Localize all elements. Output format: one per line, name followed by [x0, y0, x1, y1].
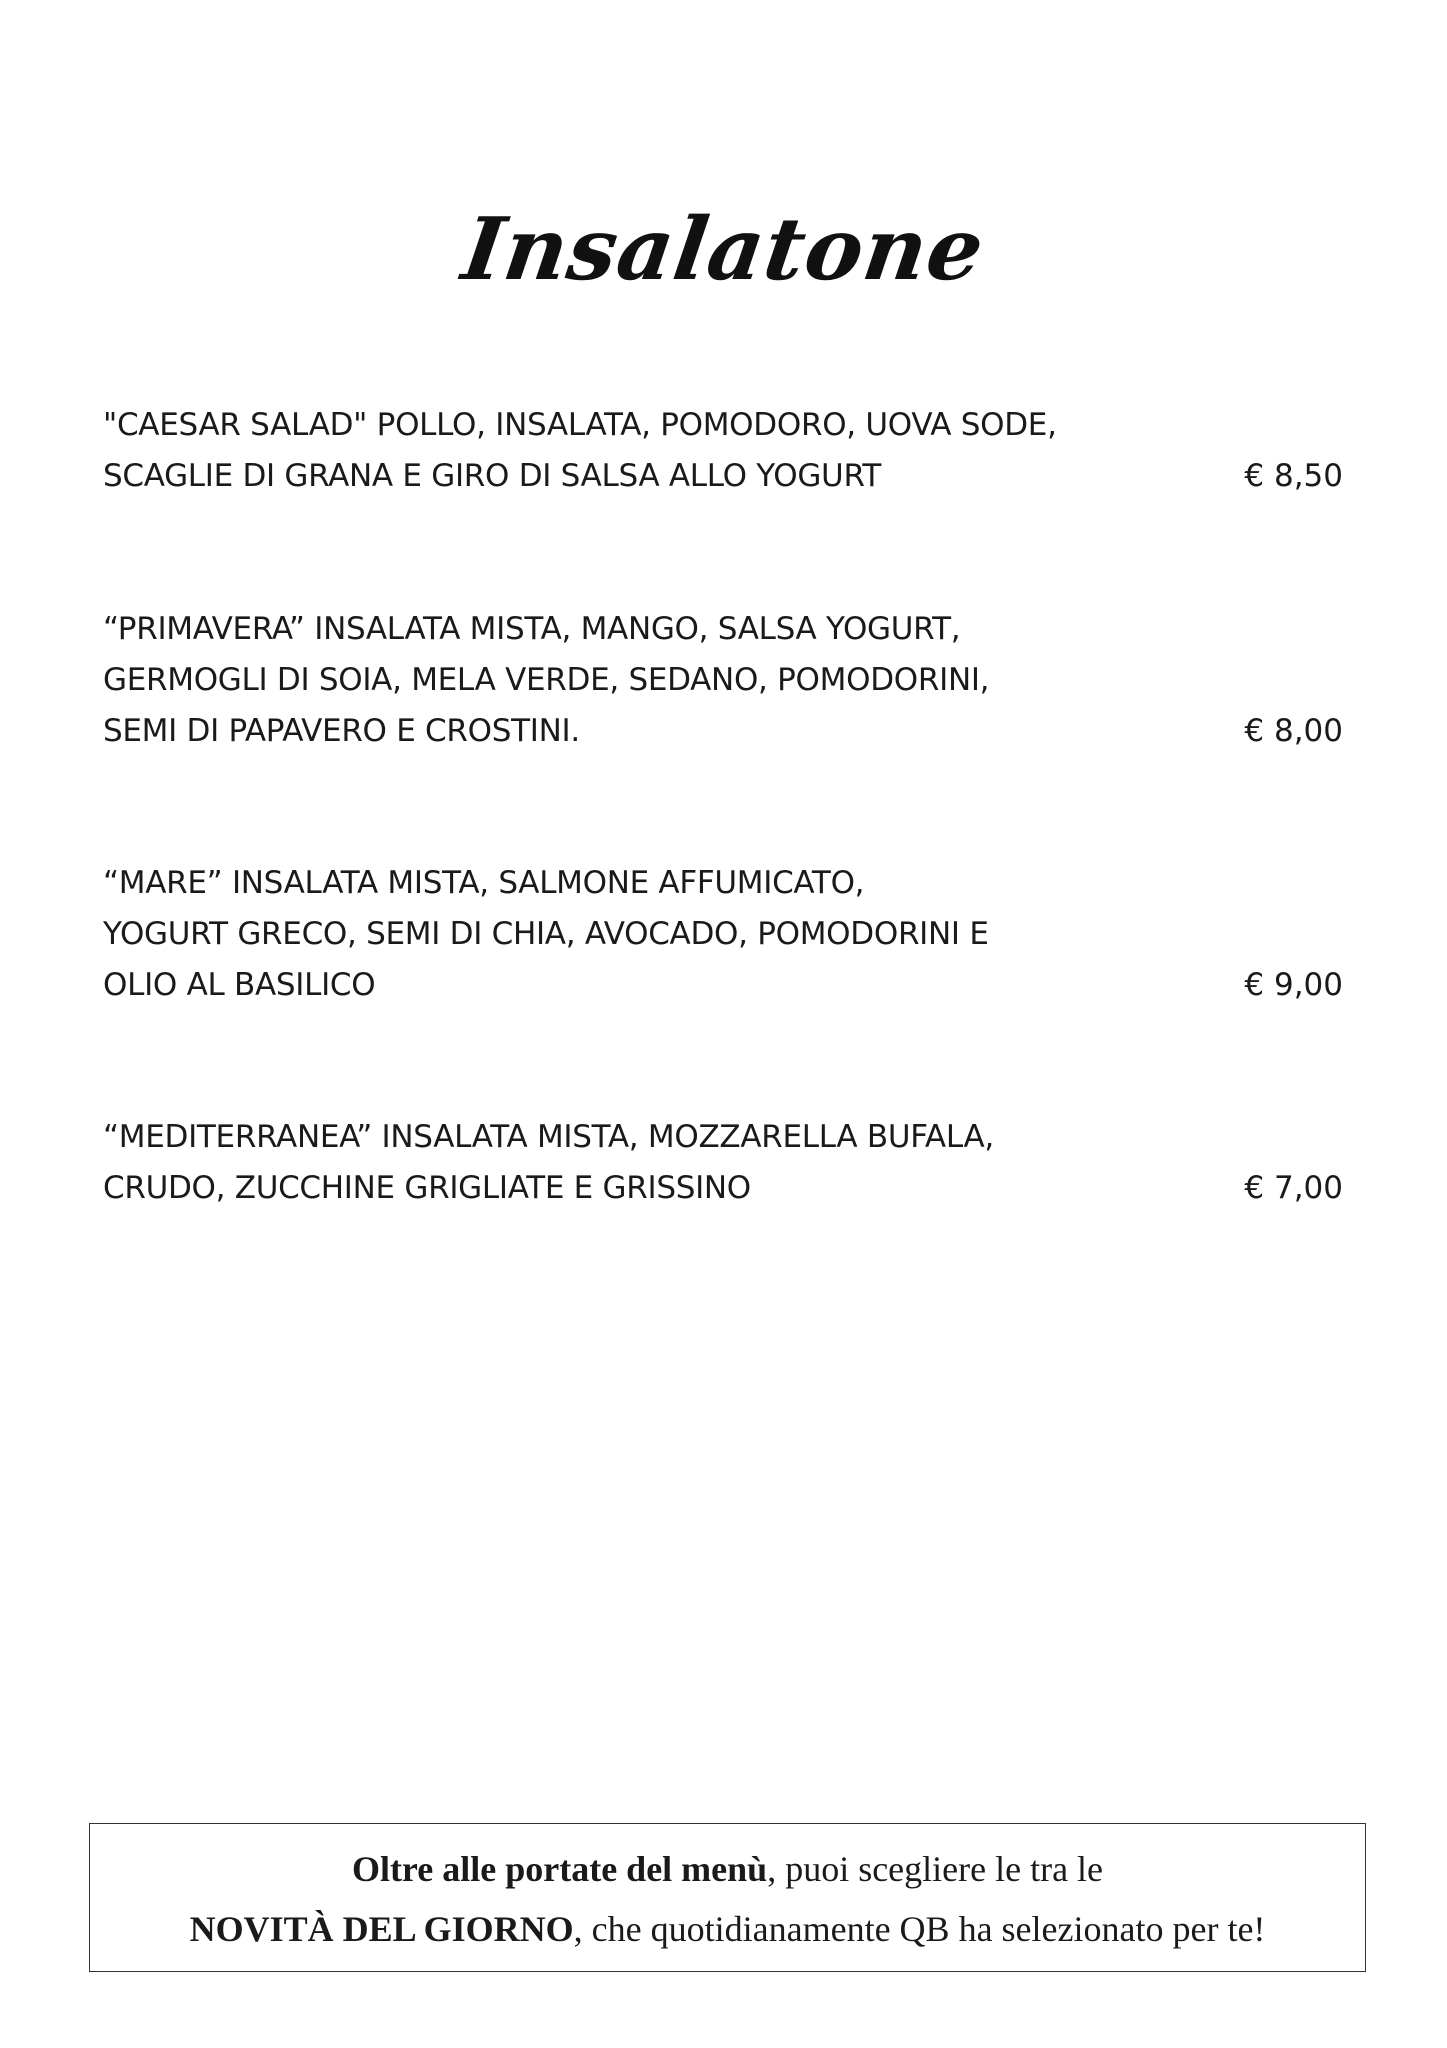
item-description-line: “MARE” INSALATA MISTA, SALMONE AFFUMICATO,: [103, 865, 865, 901]
daily-specials-note: [89, 1823, 1366, 1972]
item-price: € 7,00: [1244, 1170, 1343, 1206]
item-price: € 9,00: [1244, 967, 1343, 1003]
item-description-line: YOGURT GRECO, SEMI DI CHIA, AVOCADO, POMODORINI E: [103, 916, 989, 952]
item-price: € 8,50: [1244, 458, 1343, 494]
item-description-line: GERMOGLI DI SOIA, MELA VERDE, SEDANO, POMODORINI,: [103, 662, 990, 698]
menu-item-mediterranea: [103, 1112, 1343, 1214]
item-description: [103, 1112, 1193, 1214]
note-line-2: [90, 1908, 1365, 1950]
item-description: [103, 858, 1193, 1011]
note-line-2-bold: NOVITÀ DEL GIORNO: [189, 1909, 574, 1949]
menu-item-primavera: [103, 604, 1343, 757]
item-description-line: OLIO AL BASILICO: [103, 967, 376, 1003]
note-line-1-text: , puoi scegliere le tra le: [767, 1849, 1104, 1889]
page-title: Insalatone: [456, 199, 991, 300]
item-description-line: CRUDO, ZUCCHINE GRIGLIATE E GRISSINO: [103, 1170, 751, 1206]
item-description-line: “PRIMAVERA” INSALATA MISTA, MANGO, SALSA YOGURT,: [103, 611, 961, 647]
note-line-1-bold: Oltre alle portate del menù: [351, 1849, 768, 1889]
item-description-line: “MEDITERRANEA” INSALATA MISTA, MOZZARELLA BUFALA,: [103, 1119, 994, 1155]
item-description: [103, 400, 1193, 502]
item-description-line: "CAESAR SALAD" POLLO, INSALATA, POMODORO, UOVA SODE,: [103, 407, 1057, 443]
menu-item-caesar-salad: [103, 400, 1343, 502]
item-price: € 8,00: [1244, 713, 1343, 749]
item-description-line: SCAGLIE DI GRANA E GIRO DI SALSA ALLO YOGURT: [103, 458, 882, 494]
item-description: [103, 604, 1193, 757]
item-description-line: SEMI DI PAPAVERO E CROSTINI.: [103, 713, 580, 749]
note-line-1: [90, 1848, 1365, 1890]
menu-item-mare: [103, 858, 1343, 1011]
note-line-2-text: , che quotidianamente QB ha selezionato per te!: [573, 1909, 1266, 1949]
